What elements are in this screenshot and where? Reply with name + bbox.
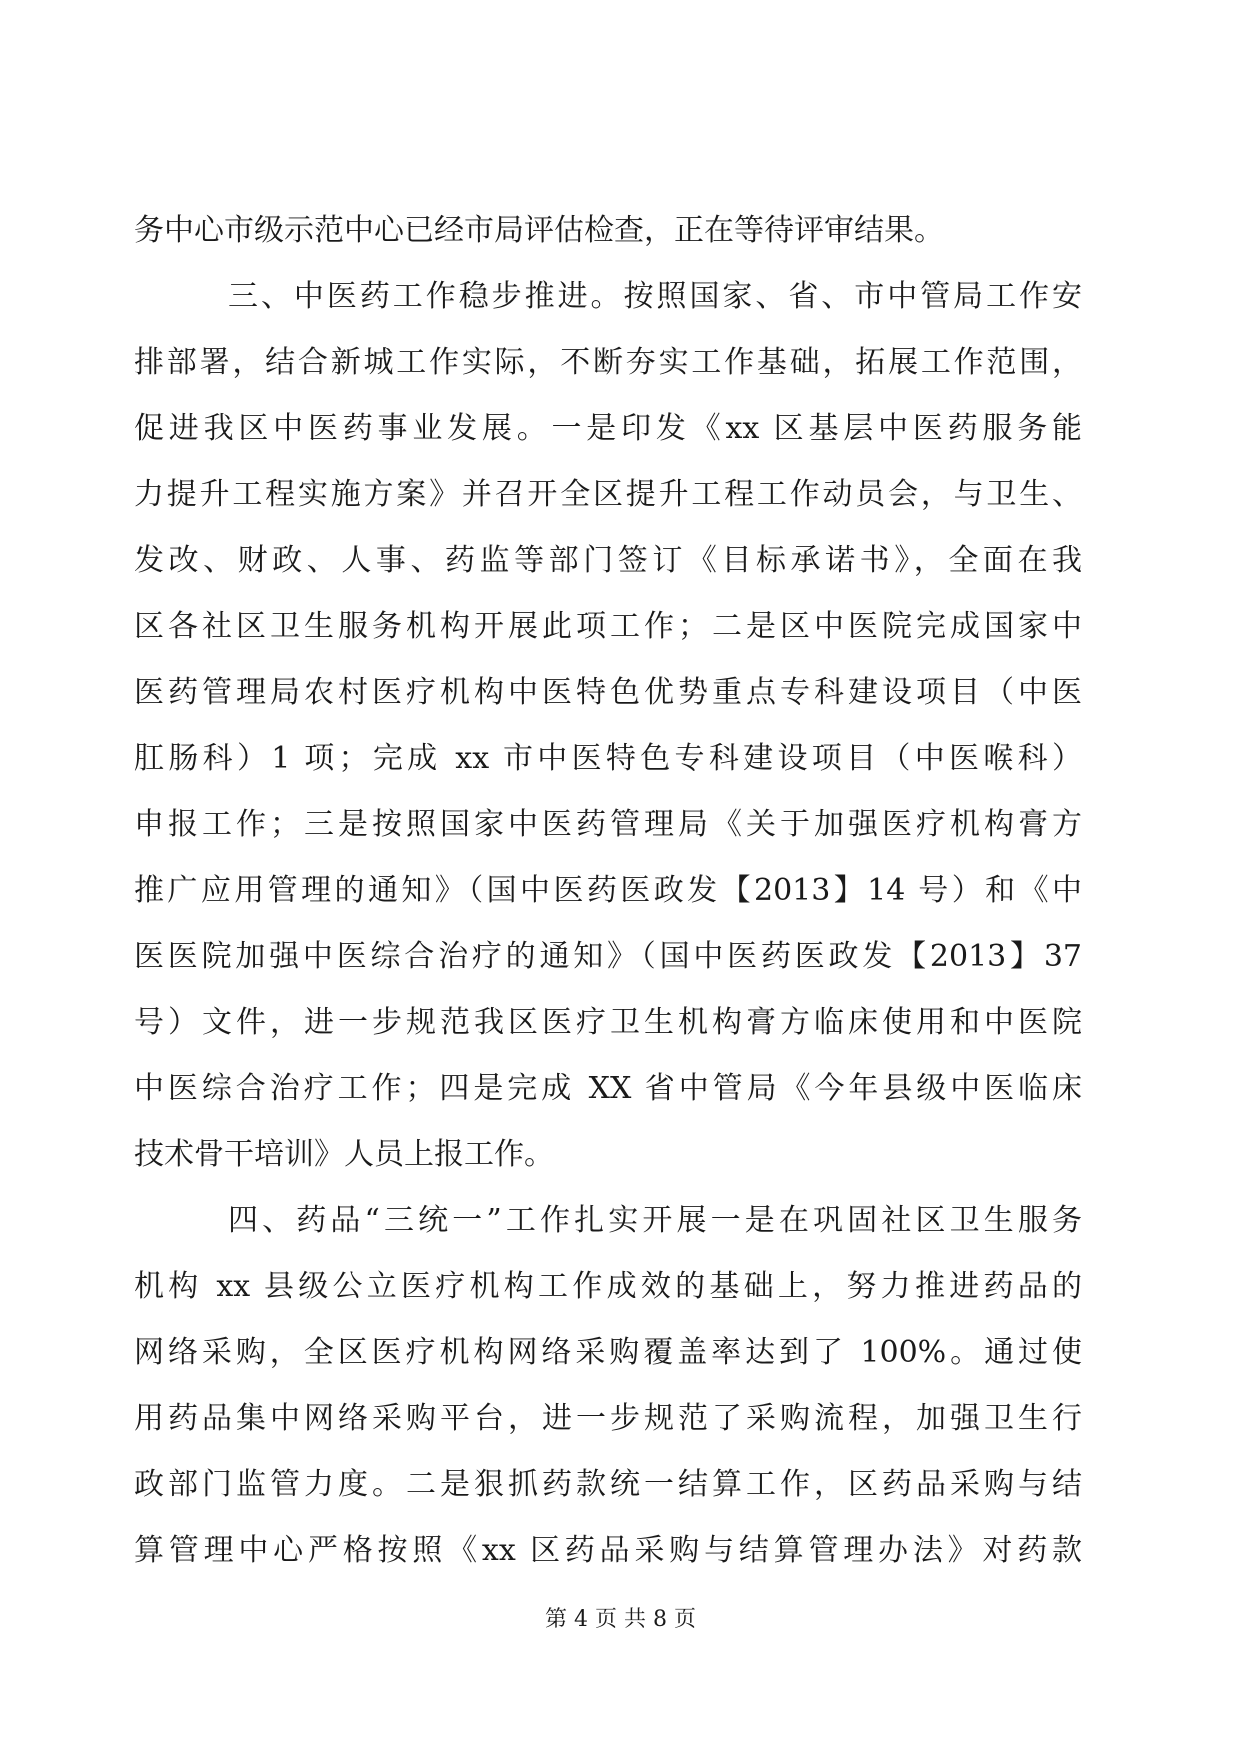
text-line: 用药品集中网络采购平台，进一步规范了采购流程，加强卫生行 (134, 1401, 1082, 1436)
text-line: 力提升工程实施方案》并召开全区提升工程工作动员会，与卫生、 (134, 477, 1082, 512)
text-line: 排部署，结合新城工作实际，不断夯实工作基础，拓展工作范围， (134, 345, 1082, 380)
text-line: 区各社区卫生服务机构开展此项工作；二是区中医院完成国家中 (134, 609, 1082, 644)
text-line: 算管理中心严格按照《xx 区药品采购与结算管理办法》对药款 (134, 1533, 1082, 1568)
text-line: 医药管理局农村医疗机构中医特色优势重点专科建设项目（中医 (134, 675, 1082, 710)
text-line: 四、药品“三统一”工作扎实开展一是在巩固社区卫生服务 (228, 1203, 1082, 1238)
text-line: 技术骨干培训》人员上报工作。 (134, 1137, 554, 1172)
text-line: 号）文件，进一步规范我区医疗卫生机构膏方临床使用和中医院 (134, 1005, 1082, 1040)
text-line: 中医综合治疗工作；四是完成 XX 省中管局《今年县级中医临床 (134, 1071, 1082, 1106)
text-line: 政部门监管力度。二是狠抓药款统一结算工作，区药品采购与结 (134, 1467, 1082, 1502)
text-line: 促进我区中医药事业发展。一是印发《xx 区基层中医药服务能 (134, 411, 1082, 446)
text-line: 申报工作；三是按照国家中医药管理局《关于加强医疗机构膏方 (134, 807, 1082, 842)
text-line: 机构 xx 县级公立医疗机构工作成效的基础上，努力推进药品的 (134, 1269, 1082, 1304)
text-line: 务中心市级示范中心已经市局评估检查，正在等待评审结果。 (134, 213, 944, 248)
text-line: 网络采购，全区医疗机构网络采购覆盖率达到了 100%。通过使 (134, 1335, 1082, 1370)
page-footer: 第 4 页 共 8 页 (545, 1607, 696, 1632)
text-line: 三、中医药工作稳步推进。按照国家、省、市中管局工作安 (228, 279, 1082, 314)
text-line: 医医院加强中医综合治疗的通知》（国中医药医政发【2013】37 (134, 939, 1082, 974)
body-text (134, 198, 1082, 1584)
text-line: 肛肠科）1 项；完成 xx 市中医特色专科建设项目（中医喉科） (134, 741, 1082, 776)
text-line: 发改、财政、人事、药监等部门签订《目标承诺书》，全面在我 (134, 543, 1082, 578)
text-line: 推广应用管理的通知》（国中医药医政发【2013】14 号）和《中 (134, 873, 1082, 908)
